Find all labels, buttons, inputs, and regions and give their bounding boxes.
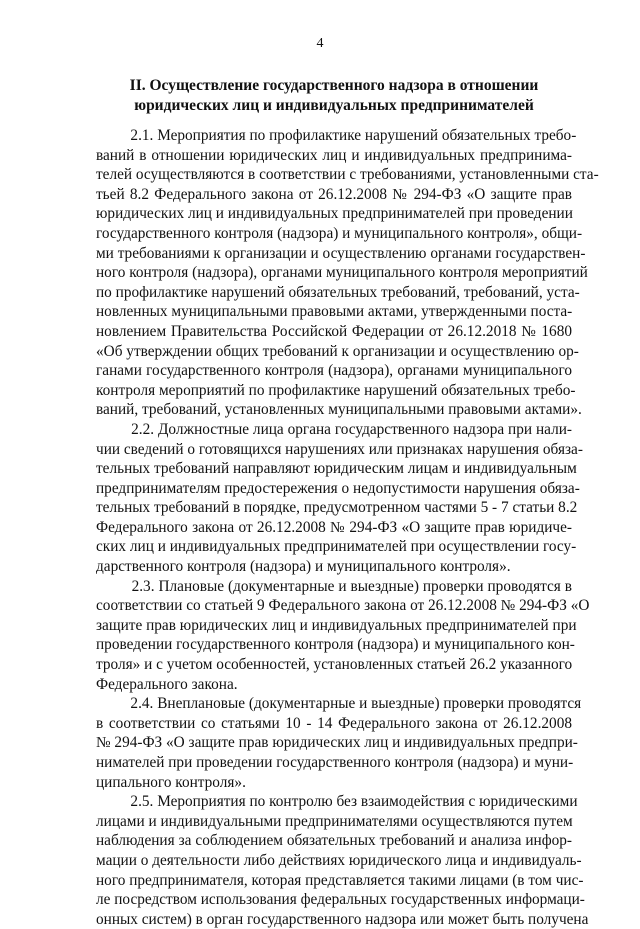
text-line: онных систем) в орган государственного надзора или может быть получена — [96, 910, 589, 928]
text-line: ваний, требований, установленных муниципальными правовыми актами». — [96, 401, 582, 419]
text-line: нимателей при проведении государственного контроля (надзора) и муни- — [96, 754, 574, 771]
section-heading — [96, 76, 572, 116]
text-line: ми требованиями к организации и осуществлению органами государствен- — [96, 244, 586, 262]
paragraph-3 — [96, 577, 590, 695]
text-line: предпринимателям предостережения о недопустимости нарушения обяза- — [96, 479, 580, 497]
text-line: ле посредством использования федеральных государственных информаци- — [96, 891, 585, 909]
section-heading-line: юридических лиц и индивидуальных предпринимателей — [134, 97, 534, 114]
page-number: 4 — [316, 36, 324, 51]
text-line: юридических лиц и индивидуальных предпринимателей при проведении — [96, 205, 573, 223]
text-line: тельных требований в порядке, предусмотренном частями 5 - 7 статьи 8.2 — [96, 499, 578, 517]
text-line: лицами и индивидуальными предпринимателями осуществляются путем — [96, 812, 573, 830]
text-line: троля» и с учетом особенностей, установленных статьей 26.2 указанного — [96, 656, 573, 674]
text-line: 2.3. Плановые (документарные и выездные) проверки проводятся в — [96, 577, 572, 595]
section-heading-line: II. Осуществление государственного надзора в отношении — [129, 77, 539, 94]
paragraph-2 — [96, 420, 583, 577]
text-line: 2.4. Внеплановые (документарные и выездные) проверки проводятся — [96, 695, 582, 713]
text-line: 2.2. Должностные лица органа государственного надзора при нали- — [96, 420, 572, 438]
text-line: контроля мероприятий по профилактике нарушений обязательных требо- — [96, 381, 576, 399]
text-line: 2.5. Мероприятия по контролю без взаимодействия с юридическими — [96, 793, 578, 811]
text-line: ципального контроля». — [96, 773, 246, 791]
text-line: тельных требований направляют юридическим лицам и индивидуальным — [96, 460, 577, 478]
text-line: ного контроля (надзора), органами муниципального контроля мероприятий — [96, 264, 588, 282]
paragraph-4 — [96, 694, 582, 792]
text-line: Федерального закона. — [96, 675, 238, 693]
text-line: № 294-ФЗ «О защите прав юридических лиц и индивидуальных предпри- — [96, 734, 578, 752]
text-line: проведении государственного контроля (надзора) и муниципального кон- — [96, 636, 575, 654]
paragraph-5 — [96, 792, 589, 929]
text-line: «Об утверждении общих требований к организации и осуществлению ор- — [96, 342, 579, 360]
text-line: мации о деятельности либо действиях юридического лица и индивидуаль- — [96, 851, 582, 869]
text-line: телей осуществляются в соответствии с требованиями, установленными ста- — [96, 166, 599, 184]
text-line: соответствии со статьей 9 Федерального закона от 26.12.2008 № 294-ФЗ «О — [96, 597, 590, 615]
text-line: в соответствии со статьями 10 - 14 Федерального закона от 26.12.2008 — [96, 714, 572, 732]
text-line: ваний в отношении юридических лиц и индивидуальных предпринима- — [96, 146, 572, 164]
text-line: Федерального закона от 26.12.2008 № 294-ФЗ «О защите прав юридиче- — [96, 518, 572, 536]
text-line: ного предпринимателя, которая представляется такими лицами (в том чис- — [96, 871, 584, 889]
text-line: ских лиц и индивидуальных предпринимателей при осуществлении госу- — [96, 538, 577, 556]
text-line: 2.1. Мероприятия по профилактике нарушений обязательных требо- — [96, 127, 577, 144]
document-body — [96, 126, 599, 929]
text-line: тьей 8.2 Федерального закона от 26.12.2008 № 294-ФЗ «О защите прав — [96, 185, 572, 203]
text-line: новлением Правительства Российской Федерации от 26.12.2018 № 1680 — [96, 322, 572, 340]
text-line: чии сведений о готовящихся нарушениях или признаках нарушения обяза- — [96, 440, 583, 458]
text-line: защите прав юридических лиц и индивидуальных предпринимателей при — [96, 616, 577, 634]
text-line: государственного контроля (надзора) и муниципального контроля», общи- — [96, 224, 583, 242]
paragraph-1 — [96, 126, 599, 420]
text-line: наблюдения за соблюдением обязательных требований и анализа инфор- — [96, 832, 572, 850]
text-line: по профилактике нарушений обязательных требований, требований, уста- — [96, 283, 580, 301]
text-line: дарственного контроля (надзора) и муниципального контроля». — [96, 558, 511, 576]
text-line: ганами государственного контроля (надзора), органами муниципального — [96, 362, 572, 380]
text-line: новленных муниципальными правовыми актами, утвержденными поста- — [96, 303, 573, 321]
